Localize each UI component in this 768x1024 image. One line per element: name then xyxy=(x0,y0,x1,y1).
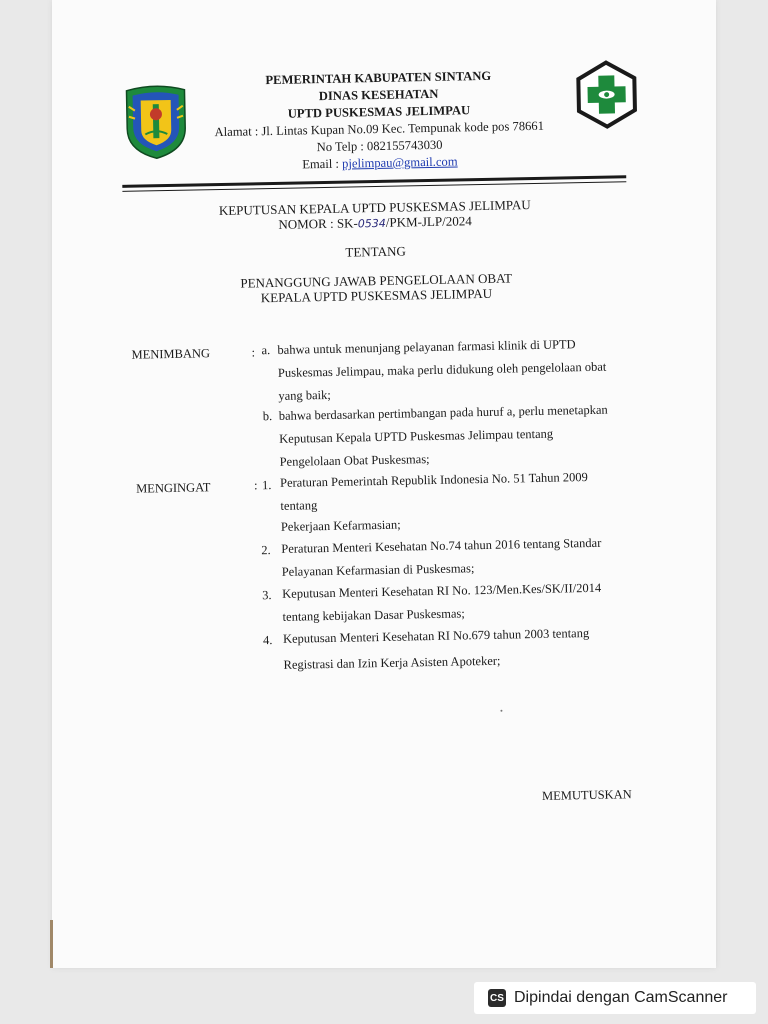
subject-line-1: PENANGGUNG JAWAB PENGELOLAAN OBAT xyxy=(240,270,513,291)
menimbang-item-a-line-2: Puskesmas Jelimpau, maka perlu didukung oleh pengelolaan obat xyxy=(277,359,607,380)
mengingat-item-2-marker: 2. xyxy=(261,543,271,558)
camscanner-text: Dipindai dengan CamScanner xyxy=(514,989,728,1006)
mengingat-item-3-line-1: Keputusan Menteri Kesehatan RI No. 123/Men.Kes/SK/II/2014 xyxy=(282,580,602,601)
menimbang-item-a-line-1: bahwa untuk menunjang pelayanan farmasi klinik di UPTD xyxy=(277,337,576,357)
menimbang-item-b-line-1: bahwa berdasarkan pertimbangan pada huruf a, perlu menetapkan xyxy=(278,402,608,423)
letterhead xyxy=(188,66,570,175)
decision-title: KEPUTUSAN KEPALA UPTD PUSKESMAS JELIMPAU xyxy=(218,197,531,219)
tentang-heading: TENTANG xyxy=(345,243,406,260)
memutuskan-heading: MEMUTUSKAN xyxy=(541,787,632,803)
mengingat-colon: : xyxy=(253,478,258,493)
letterhead-department: DINAS KESEHATAN xyxy=(318,86,439,104)
mengingat-item-4-line-1: Keputusan Menteri Kesehatan RI No.679 tahun 2003 tentang xyxy=(282,626,590,646)
mengingat-item-3-marker: 3. xyxy=(262,588,272,603)
email-link[interactable]: pjelimpau@gmail.com xyxy=(341,154,458,171)
menimbang-item-b-marker: b. xyxy=(262,409,273,424)
decision-subject xyxy=(176,269,577,307)
mengingat-item-4-marker: 4. xyxy=(262,633,273,648)
number-prefix: NOMOR : SK- xyxy=(278,215,358,232)
mengingat-item-2-line-1: Peraturan Menteri Kesehatan No.74 tahun 2016 tentang Standar xyxy=(281,535,602,556)
decision-title-block xyxy=(175,196,576,235)
mengingat-label: MENGINGAT xyxy=(135,480,211,496)
menimbang-item-a-marker: a. xyxy=(261,343,271,358)
letterhead-unit: UPTD PUSKESMAS JELIMPAU xyxy=(287,103,471,121)
puskesmas-emblem-icon xyxy=(574,59,639,130)
number-handwritten: 0534 xyxy=(357,216,386,231)
menimbang-item-b-line-3: Pengelolaan Obat Puskesmas; xyxy=(279,452,430,469)
menimbang-item-a-line-3: yang baik; xyxy=(278,387,331,403)
menimbang-label: MENIMBANG xyxy=(131,346,211,362)
mengingat-item-4-line-2: Registrasi dan Izin Kerja Asisten Apoteker; xyxy=(283,653,501,672)
number-suffix: /PKM-JLP/2024 xyxy=(385,213,472,230)
subject-line-2: KEPALA UPTD PUSKESMAS JELIMPAU xyxy=(260,285,493,306)
mengingat-item-1-marker: 1. xyxy=(261,478,272,493)
mengingat-item-1-line-3: Pekerjaan Kefarmasian; xyxy=(280,517,401,534)
mengingat-item-3-line-2: tentang kebijakan Dasar Puskesmas; xyxy=(282,606,465,624)
regency-emblem-icon xyxy=(122,84,189,161)
letterhead-phone: No Telp : 082155743030 xyxy=(316,137,443,155)
letterhead-address: Alamat : Jl. Lintas Kupan No.09 Kec. Tempunak kode pos 78661 xyxy=(214,118,545,140)
menimbang-colon: : xyxy=(251,345,256,360)
letterhead-government: PEMERINTAH KABUPATEN SINTANG xyxy=(265,68,492,88)
menimbang-item-b-line-2: Keputusan Kepala UPTD Puskesmas Jelimpau tentang xyxy=(279,426,554,446)
camscanner-logo-icon: CS xyxy=(488,989,506,1007)
mengingat-item-2-line-2: Pelayanan Kefarmasian di Puskesmas; xyxy=(281,561,475,579)
email-label: Email : xyxy=(302,156,343,172)
scan-speck xyxy=(500,710,502,712)
mengingat-item-1-line-1: Peraturan Pemerintah Republik Indonesia No. 51 Tahun 2009 xyxy=(279,470,588,490)
mengingat-item-1-line-2: tentang xyxy=(280,498,318,513)
camscanner-watermark xyxy=(474,982,756,1014)
